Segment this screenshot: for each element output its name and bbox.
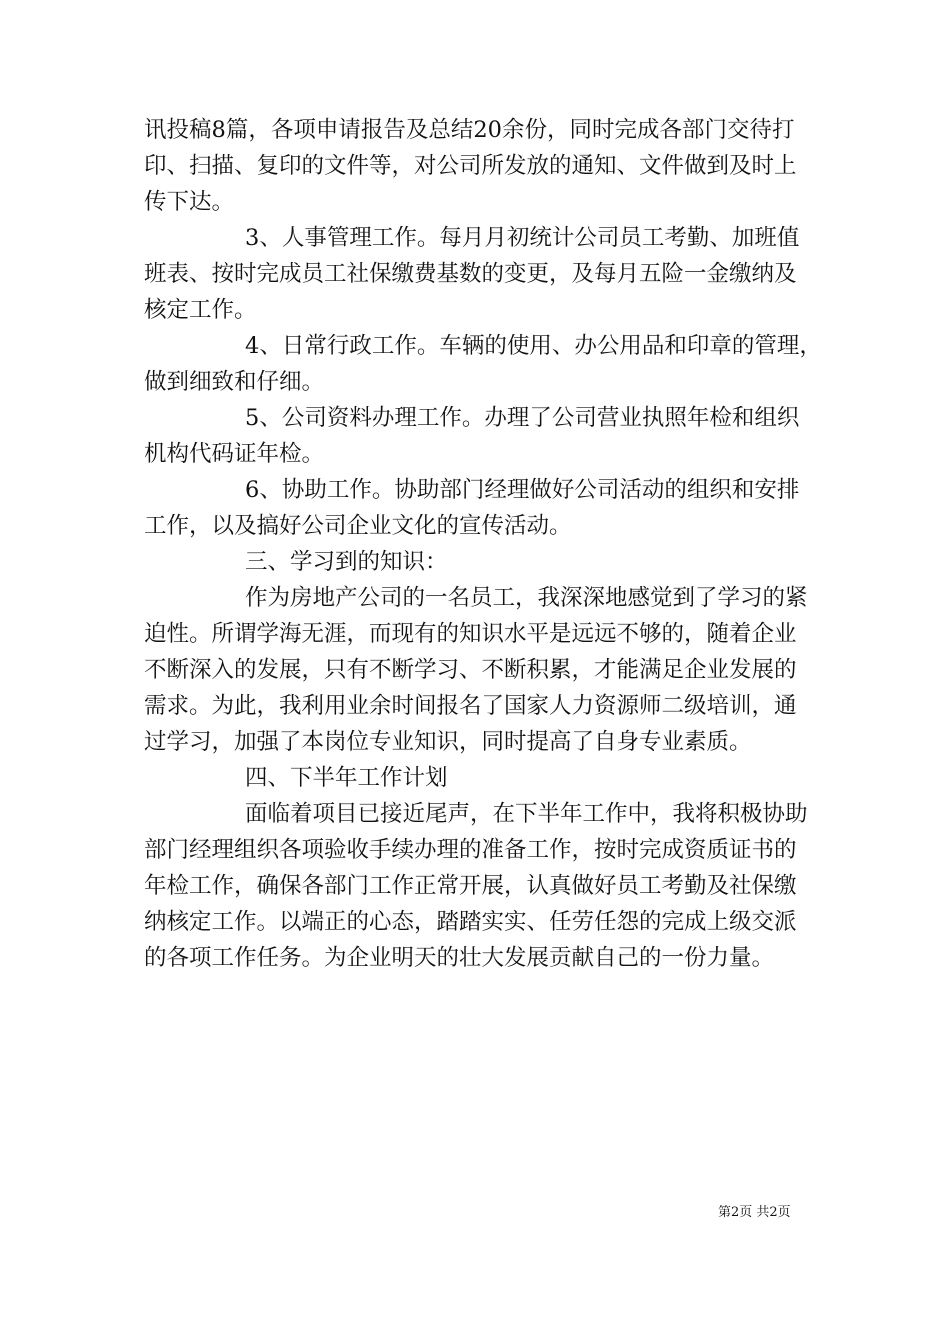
text-line: 班表、按时完成员工社保缴费基数的变更，及每月五险一金缴纳及 [144, 261, 797, 287]
text-line: 印、扫描、复印的文件等，对公司所发放的通知、文件做到及时上 [144, 153, 797, 179]
section-4-heading: 四、下半年工作计划 [245, 765, 448, 791]
section-3-heading: 三、学习到的知识： [245, 549, 448, 575]
text-line: 迫性。所谓学海无涯，而现有的知识水平是远远不够的，随着企业 [144, 621, 797, 647]
text-line: 的各项工作任务。为企业明天的壮大发展贡献自己的一份力量。 [144, 945, 775, 971]
text-line: 纳核定工作。以端正的心态，踏踏实实、任劳任怨的完成上级交派 [144, 909, 797, 935]
text-line: 核定工作。 [144, 297, 257, 323]
text-line: 传下达。 [144, 189, 235, 215]
text-line: 讯投稿8篇，各项申请报告及总结20余份，同时完成各部门交待打 [144, 117, 795, 143]
paragraph-start-line: 面临着项目已接近尾声，在下半年工作中，我将积极协助 [245, 801, 808, 827]
paragraph-start-line: 作为房地产公司的一名员工，我深深地感觉到了学习的紧 [245, 585, 808, 611]
item-5-heading-line: 5、公司资料办理工作。办理了公司营业执照年检和组织 [245, 405, 800, 431]
document-body [144, 112, 822, 976]
text-line: 机构代码证年检。 [144, 441, 325, 467]
item-6-heading-line: 6、协助工作。协助部门经理做好公司活动的组织和安排 [245, 477, 800, 503]
text-line: 不断深入的发展，只有不断学习、不断积累，才能满足企业发展的 [144, 657, 797, 683]
text-line: 年检工作，确保各部门工作正常开展，认真做好员工考勤及社保缴 [144, 873, 797, 899]
page-number-footer: 第2页 共2页 [718, 1205, 791, 1220]
text-line: 做到细致和仔细。 [144, 369, 325, 395]
text-line: 工作，以及搞好公司企业文化的宣传活动。 [144, 513, 572, 539]
item-4-heading-line: 4、日常行政工作。车辆的使用、办公用品和印章的管理， [245, 333, 822, 359]
text-line: 部门经理组织各项验收手续办理的准备工作，按时完成资质证书的 [144, 837, 797, 863]
text-line: 过学习，加强了本岗位专业知识，同时提高了自身专业素质。 [144, 729, 752, 755]
item-3-heading-line: 3、人事管理工作。每月月初统计公司员工考勤、加班值 [245, 225, 800, 251]
text-line: 需求。为此，我利用业余时间报名了国家人力资源师二级培训，通 [144, 693, 797, 719]
